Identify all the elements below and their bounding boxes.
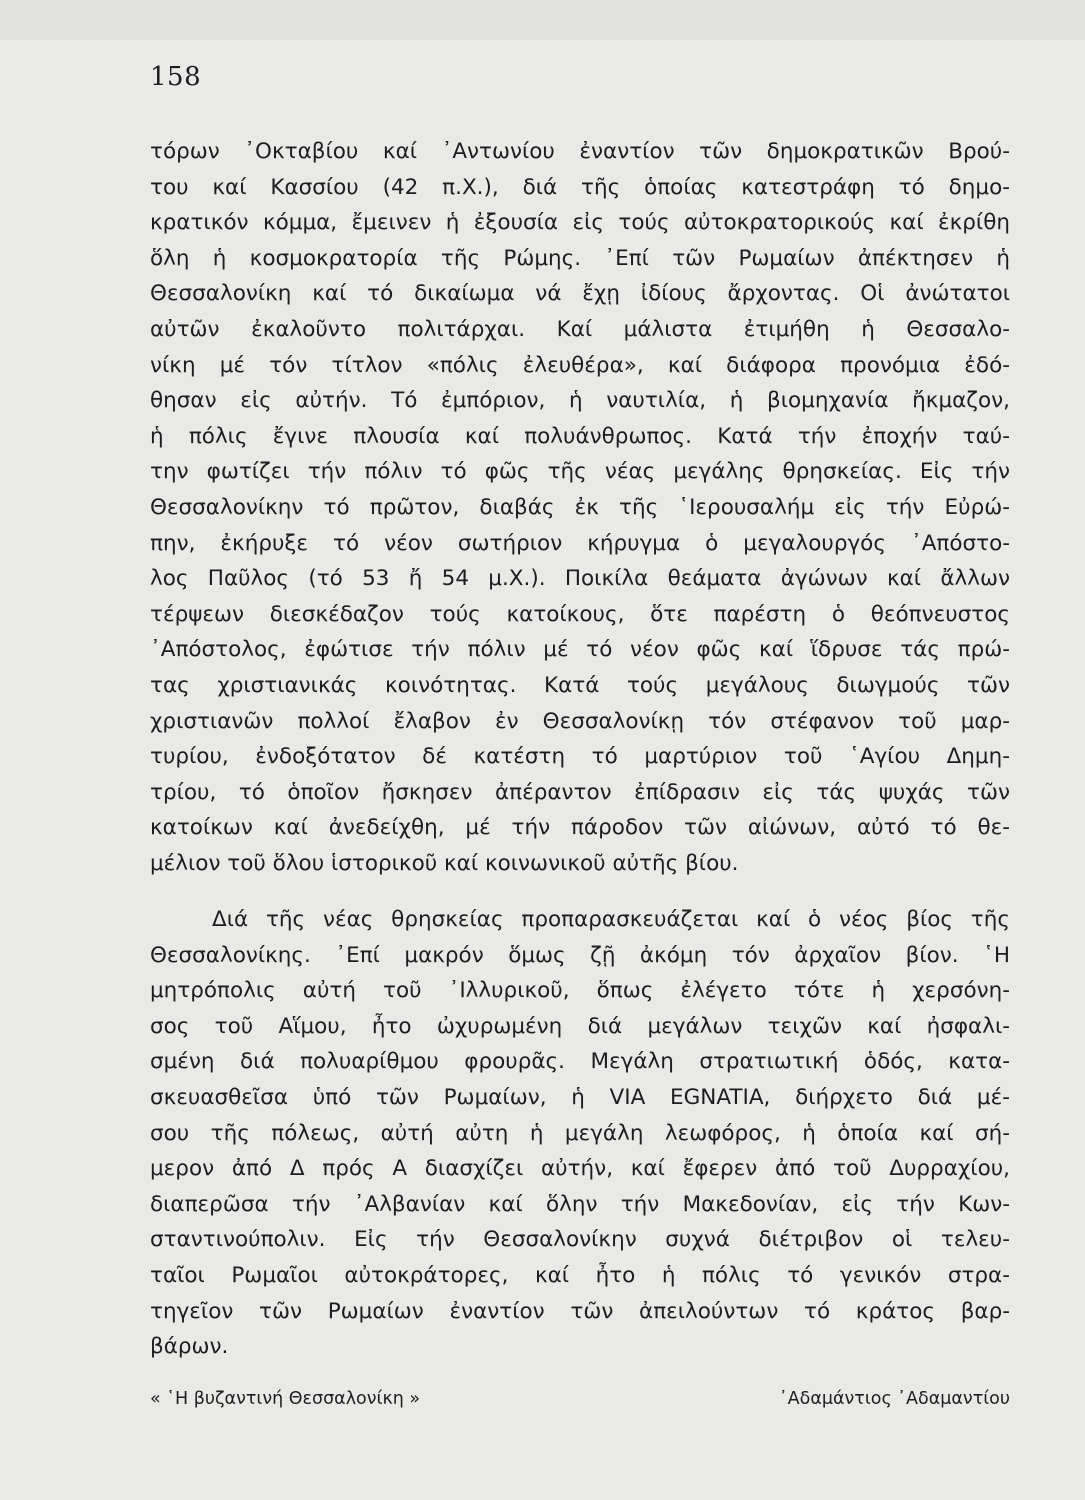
text-line: ὅλη ἡ κοσμοκρατορία τῆς Ρώμης. ᾿Επί τῶν Ρωμαίων ἀπέκτησεν ἡ	[150, 245, 1010, 271]
text-line: τηγεῖον τῶν Ρωμαίων ἐναντίον τῶν ἀπειλούντων τό κράτος βαρ-	[150, 1298, 1010, 1324]
text-line: ᾿Απόστολος, ἐφώτισε τήν πόλιν μέ τό νέον φῶς καί ἵδρυσε τάς πρώ-	[150, 637, 1010, 663]
text-line: την φωτίζει τήν πόλιν τό φῶς τῆς νέας μεγάλης θρησκείας. Εἰς τήν	[150, 459, 1010, 485]
text-line: κρατικόν κόμμα, ἔμεινεν ἡ ἐξουσία εἰς τούς αὐτοκρατορικούς καί ἐκρίθη	[150, 210, 1010, 236]
text-line: λος Παῦλος (τό 53 ἤ 54 μ.Χ.). Ποικίλα θεάματα ἀγώνων καί ἄλλων	[150, 566, 1010, 592]
text-line: σου τῆς πόλεως, αὐτή αὐτη ἡ μεγάλη λεωφόρος, ἡ ὁποία καί σή-	[150, 1120, 1010, 1146]
text-line: σταντινούπολιν. Εἰς τήν Θεσσαλονίκην συχνά διέτριβον οἱ τελευ-	[150, 1227, 1010, 1253]
page-footer	[150, 1386, 1010, 1412]
text-line: Θεσσαλονίκην τό πρῶτον, διαβάς ἐκ τῆς ῾Ιερουσαλήμ εἰς τήν Εὐρώ-	[150, 494, 1010, 520]
text-line: μερον ἀπό Δ πρός Α διασχίζει αὐτήν, καί ἔφερεν ἀπό τοῦ Δυρραχίου,	[150, 1156, 1010, 1182]
paragraph-2	[150, 902, 1010, 1365]
text-line: τέρψεων διεσκέδαζον τούς κατοίκους, ὅτε παρέστη ὁ θεόπνευστος	[150, 601, 1010, 627]
text-line: νίκη μέ τόν τίτλον «πόλις ἐλευθέρα», καί διάφορα προνόμια ἐδό-	[150, 352, 1010, 378]
text-line: Διά τῆς νέας θρησκείας προπαρασκευάζεται καί ὁ νέος βίος τῆς	[212, 907, 1010, 932]
text-line: ἡ πόλις ἔγινε πλουσία καί πολυάνθρωπος. Κατά τήν ἐποχήν ταύ-	[150, 423, 1010, 449]
text-line: τόρων ᾿Οκταβίου καί ᾿Αντωνίου ἐναντίον τῶν δημοκρατικῶν Βρού-	[150, 139, 1010, 164]
text-line: Θεσσαλονίκης. ᾿Επί μακρόν ὅμως ζῇ ἀκόμη τόν ἀρχαῖον βίον. ῾Η	[150, 942, 1010, 968]
bleed-through-shadow-top	[0, 0, 1085, 40]
text-line: διαπερῶσα τήν ᾿Αλβανίαν καί ὅλην τήν Μακεδονίαν, εἰς τήν Κων-	[150, 1191, 1010, 1217]
text-line: κατοίκων καί ἀνεδείχθη, μέ τήν πάροδον τῶν αἰώνων, αὐτό τό θε-	[150, 815, 1010, 841]
text-line: μέλιον τοῦ ὅλου ἱστορικοῦ καί κοινωνικοῦ αὐτῆς βίου.	[150, 850, 739, 876]
text-line: τας χριστιανικάς κοινότητας. Κατά τούς μεγάλους διωγμούς τῶν	[150, 672, 1010, 698]
paragraph-1	[150, 134, 1010, 881]
text-line: αὐτῶν ἐκαλοῦντο πολιτάρχαι. Καί μάλιστα ἐτιμήθη ἡ Θεσσαλο-	[150, 316, 1010, 342]
text-line: χριστιανῶν πολλοί ἔλαβον ἐν Θεσσαλονίκῃ τόν στέφανον τοῦ μαρ-	[150, 708, 1010, 734]
text-line: τρίου, τό ὁποῖον ἤσκησεν ἀπέραντον ἐπίδρασιν εἰς τάς ψυχάς τῶν	[150, 779, 1010, 805]
text-line: ταῖοι Ρωμαῖοι αὐτοκράτορες, καί ἦτο ἡ πόλις τό γενικόν στρα-	[150, 1262, 1010, 1288]
text-line: σκευασθεῖσα ὑπό τῶν Ρωμαίων, ἡ VIA EGNATIA, διήρχετο διά μέ-	[150, 1084, 1010, 1110]
text-line: σος τοῦ Αἵμου, ἦτο ὠχυρωμένη διά μεγάλων τειχῶν καί ἠσφαλι-	[150, 1013, 1010, 1039]
footer-book-title: « ῾Η βυζαντινή Θεσσαλονίκη »	[150, 1389, 421, 1409]
text-line: του καί Κασσίου (42 π.Χ.), διά τῆς ὁποίας κατεστράφη τό δημο-	[150, 174, 1010, 200]
text-line: βάρων.	[150, 1334, 229, 1360]
text-line: πην, ἐκήρυξε τό νέον σωτήριον κήρυγμα ὁ μεγαλουργός ᾿Απόστο-	[150, 530, 1010, 556]
text-line: Θεσσαλονίκη καί τό δικαίωμα νά ἔχῃ ἰδίους ἄρχοντας. Οἱ ἀνώτατοι	[150, 281, 1010, 307]
text-line: θησαν εἰς αὐτήν. Τό ἐμπόριον, ἡ ναυτιλία, ἡ βιομηχανία ἤκμαζον,	[150, 388, 1010, 414]
footer-author: ᾿Αδαμάντιος ᾿Αδαμαντίου	[778, 1389, 1010, 1409]
page-number: 158	[150, 62, 202, 92]
text-line: τυρίου, ἐνδοξότατον δέ κατέστη τό μαρτύριον τοῦ ῾Αγίου Δημη-	[150, 744, 1010, 770]
text-line: σμένη διά πολυαρίθμου φρουρᾶς. Μεγάλη στρατιωτική ὁδός, κατα-	[150, 1049, 1010, 1075]
text-line: μητρόπολις αὐτή τοῦ ᾿Ιλλυρικοῦ, ὅπως ἐλέγετο τότε ἡ χερσόνη-	[150, 978, 1010, 1004]
